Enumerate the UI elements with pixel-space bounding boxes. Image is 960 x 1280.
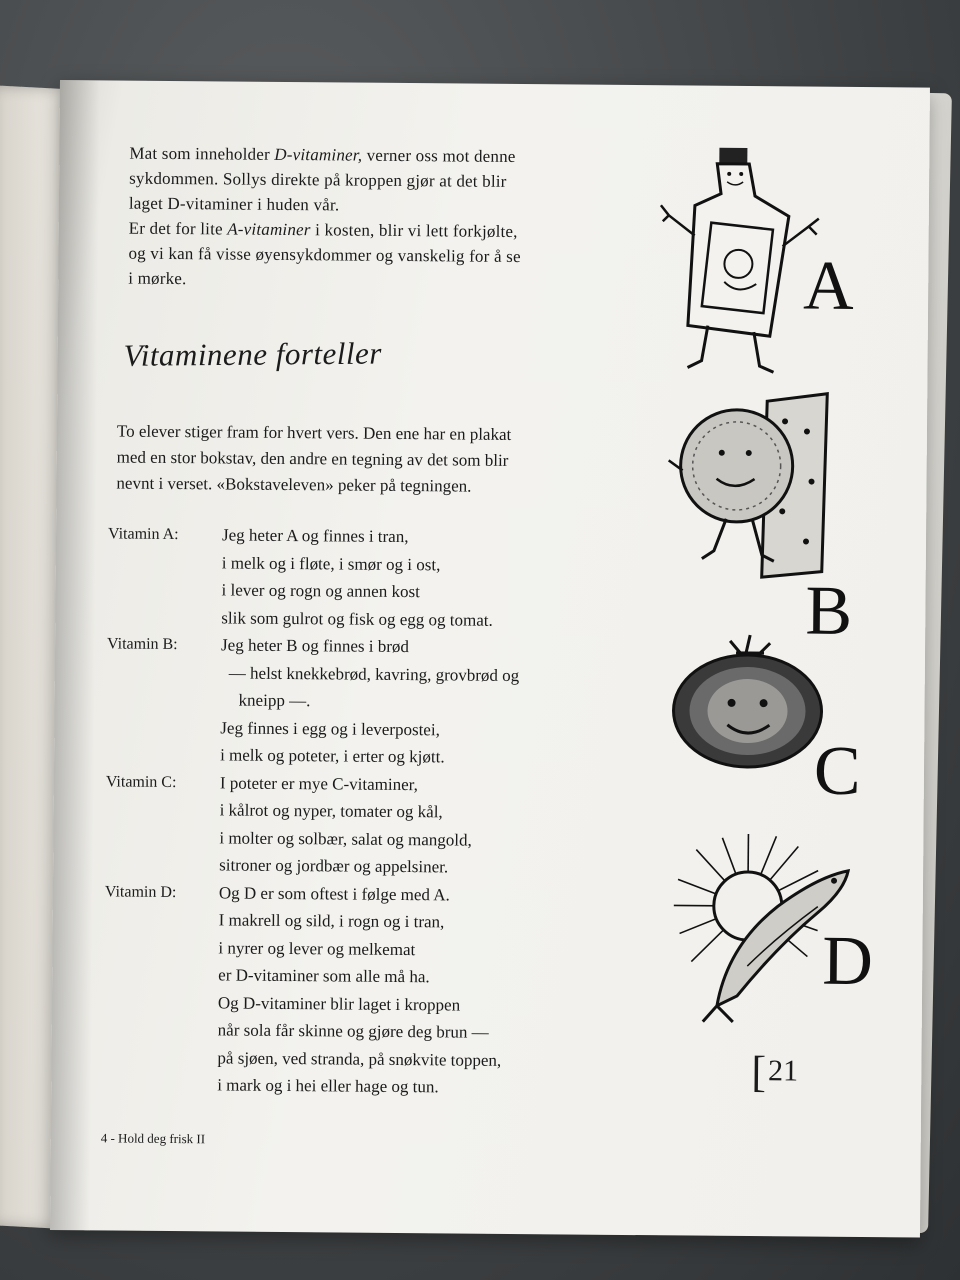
verse-label: Vitamin D: xyxy=(104,882,177,901)
tomato-character-icon xyxy=(669,630,830,776)
instructions-line: nevnt i verset. «Bokstaveleven» peker på tegningen. xyxy=(116,473,472,496)
verse-line: — helst knekkebrød, kavring, grovbrød og xyxy=(228,662,520,685)
verse-line: Jeg heter A og finnes i tran, xyxy=(221,525,409,547)
intro-line: sykdommen. Sollys direkte på kroppen gjør at det blir xyxy=(129,168,507,191)
verse-line: i melk og poteter, i erter og kjøtt. xyxy=(220,745,445,767)
verse-line: Og D-vitaminer blir laget i kroppen xyxy=(217,992,461,1015)
intro-line: og vi kan få visse øyensykdommer og vanskelig for å se xyxy=(128,243,521,267)
verse-line: kneipp —. xyxy=(238,690,311,711)
verse-line: når sola får skinne og gjøre deg brun — xyxy=(217,1020,489,1042)
verse-line: i melk og i fløte, i smør og i ost, xyxy=(221,552,441,574)
verse-vitamin-d xyxy=(103,878,625,1103)
section-title: Vitaminene forteller xyxy=(123,335,382,373)
instructions-paragraph xyxy=(116,419,617,501)
verse-line: Jeg heter B og finnes i brød xyxy=(220,635,410,657)
verse-line: er D-vitaminer som alle må ha. xyxy=(218,965,430,987)
letter-a: A xyxy=(802,247,855,325)
verse-vitamin-b xyxy=(106,630,627,772)
intro-line: laget D-vitaminer i huden vår. xyxy=(128,193,340,215)
verse-line: i nyrer og lever og melkemat xyxy=(218,937,416,959)
verse-line: slik som gulrot og fisk og egg og tomat. xyxy=(221,607,493,630)
verse-line: sitroner og jordbær og appelsiner. xyxy=(219,855,449,877)
verse-label: Vitamin A: xyxy=(107,525,179,544)
intro-line: i mørke. xyxy=(128,268,187,289)
book-page xyxy=(50,80,930,1238)
verse-list xyxy=(103,520,628,1102)
letter-b: B xyxy=(805,572,853,650)
verse-line: i lever og rogn og annen kost xyxy=(221,580,420,602)
letter-d: D xyxy=(822,922,874,1001)
verse-line: på sjøen, ved stranda, på snøkvite toppen, xyxy=(217,1047,502,1070)
verse-label: Vitamin B: xyxy=(107,635,178,654)
verse-line: Og D er som oftest i følge med A. xyxy=(218,882,450,904)
verse-line: i kålrot og nyper, tomater og kål, xyxy=(219,800,443,822)
verse-label: Vitamin C: xyxy=(105,772,177,791)
instructions-line: To elever stiger fram for hvert vers. Den ene har en plakat xyxy=(116,421,512,444)
instructions-line: med en stor bokstav, den andre en tegning av det som blir xyxy=(116,447,509,470)
verse-line: i mark og i hei eller hage og tun. xyxy=(217,1075,439,1097)
verse-vitamin-c xyxy=(105,768,626,883)
page-footer: 4 - Hold deg frisk II xyxy=(100,1130,206,1147)
verse-vitamin-a xyxy=(107,520,628,635)
intro-line: Er det for lite A-vitaminer i kosten, blir vi lett forkjølte, xyxy=(128,218,518,241)
page-number: [21 xyxy=(751,1047,799,1097)
intro-paragraph xyxy=(128,141,619,295)
letter-c: C xyxy=(813,732,862,811)
verse-line: I makrell og sild, i rogn og i tran, xyxy=(218,910,445,932)
intro-line: Mat som inneholder D-vitaminer, verner oss mot denne xyxy=(129,143,516,166)
verse-line: I poteter er mye C-vitaminer, xyxy=(219,772,419,794)
verse-line: Jeg finnes i egg og i leverpostei, xyxy=(220,717,440,739)
verse-line: i molter og solbær, salat og mangold, xyxy=(219,827,472,850)
